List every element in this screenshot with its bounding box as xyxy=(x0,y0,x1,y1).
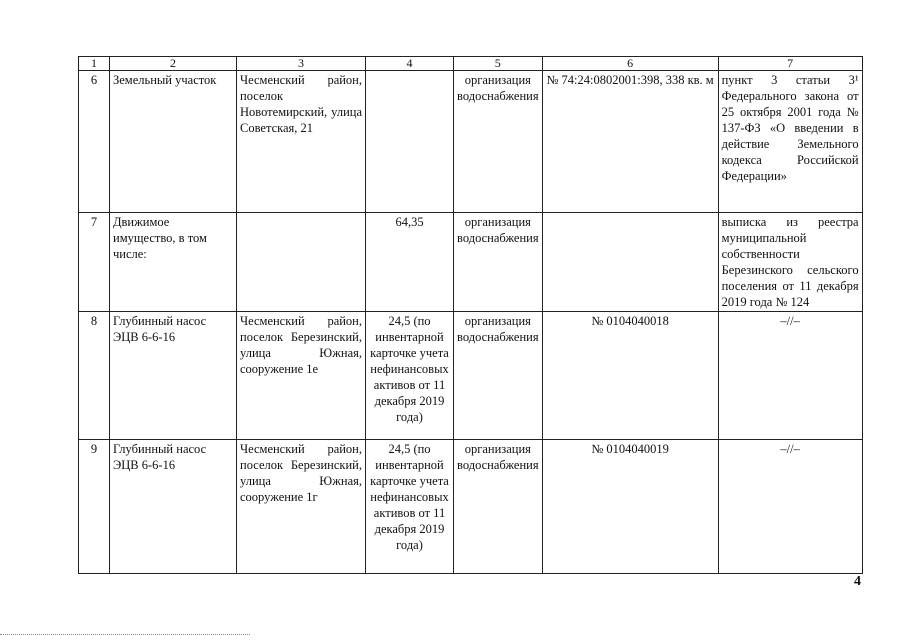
header-cell: 2 xyxy=(110,57,237,71)
property-name: Земельный участок xyxy=(110,71,237,213)
property-value: 24,5 (по инвентарной карточке учета нефинансовых активов от 11 декабря 2019 года) xyxy=(366,440,454,574)
registration-number xyxy=(542,213,718,312)
property-address: Чесменский район, поселок Березинский, улица Южная, сооружение 1г xyxy=(237,440,366,574)
registration-number: № 74:24:0802001:398, 338 кв. м xyxy=(542,71,718,213)
legal-basis: –//– xyxy=(718,312,862,440)
header-cell: 1 xyxy=(79,57,110,71)
row-number: 8 xyxy=(79,312,110,440)
header-cell: 6 xyxy=(542,57,718,71)
property-purpose: организация водоснабжения xyxy=(454,440,543,574)
property-value: 24,5 (по инвентарной карточке учета нефинансовых активов от 11 декабря 2019 года) xyxy=(366,312,454,440)
property-purpose: организация водоснабжения xyxy=(454,312,543,440)
property-name: Глубинный насос ЭЦВ 6-6-16 xyxy=(110,440,237,574)
table-row xyxy=(79,312,863,440)
property-address: Чесменский район, поселок Новотемирский, улица Советская, 21 xyxy=(237,71,366,213)
row-number: 7 xyxy=(79,213,110,312)
registration-number: № 0104040018 xyxy=(542,312,718,440)
table-row xyxy=(79,440,863,574)
property-table xyxy=(78,56,863,574)
header-cell: 4 xyxy=(366,57,454,71)
header-cell: 7 xyxy=(718,57,862,71)
footer-divider xyxy=(0,634,250,635)
page-number: 4 xyxy=(854,574,861,589)
row-number: 9 xyxy=(79,440,110,574)
property-value xyxy=(366,71,454,213)
property-name: Глубинный насос ЭЦВ 6-6-16 xyxy=(110,312,237,440)
property-purpose: организация водоснабжения xyxy=(454,213,543,312)
property-name: Движимое имущество, в том числе: xyxy=(110,213,237,312)
legal-basis: пункт 3 статьи 3¹ Федерального закона от 25 октября 2001 года № 137-ФЗ «О введении в действие Земельного кодекса Российской Федерации» xyxy=(718,71,862,213)
legal-basis: –//– xyxy=(718,440,862,574)
property-address xyxy=(237,213,366,312)
table-row xyxy=(79,71,863,213)
header-cell: 3 xyxy=(237,57,366,71)
registration-number: № 0104040019 xyxy=(542,440,718,574)
legal-basis: выписка из реестра муниципальной собственности Березинского сельского поселения от 11 декабря 2019 года № 124 xyxy=(718,213,862,312)
table-row xyxy=(79,213,863,312)
header-cell: 5 xyxy=(454,57,543,71)
row-number: 6 xyxy=(79,71,110,213)
table-header-row xyxy=(79,57,863,71)
property-address: Чесменский район, поселок Березинский, улица Южная, сооружение 1е xyxy=(237,312,366,440)
property-purpose: организация водоснабжения xyxy=(454,71,543,213)
property-value: 64,35 xyxy=(366,213,454,312)
